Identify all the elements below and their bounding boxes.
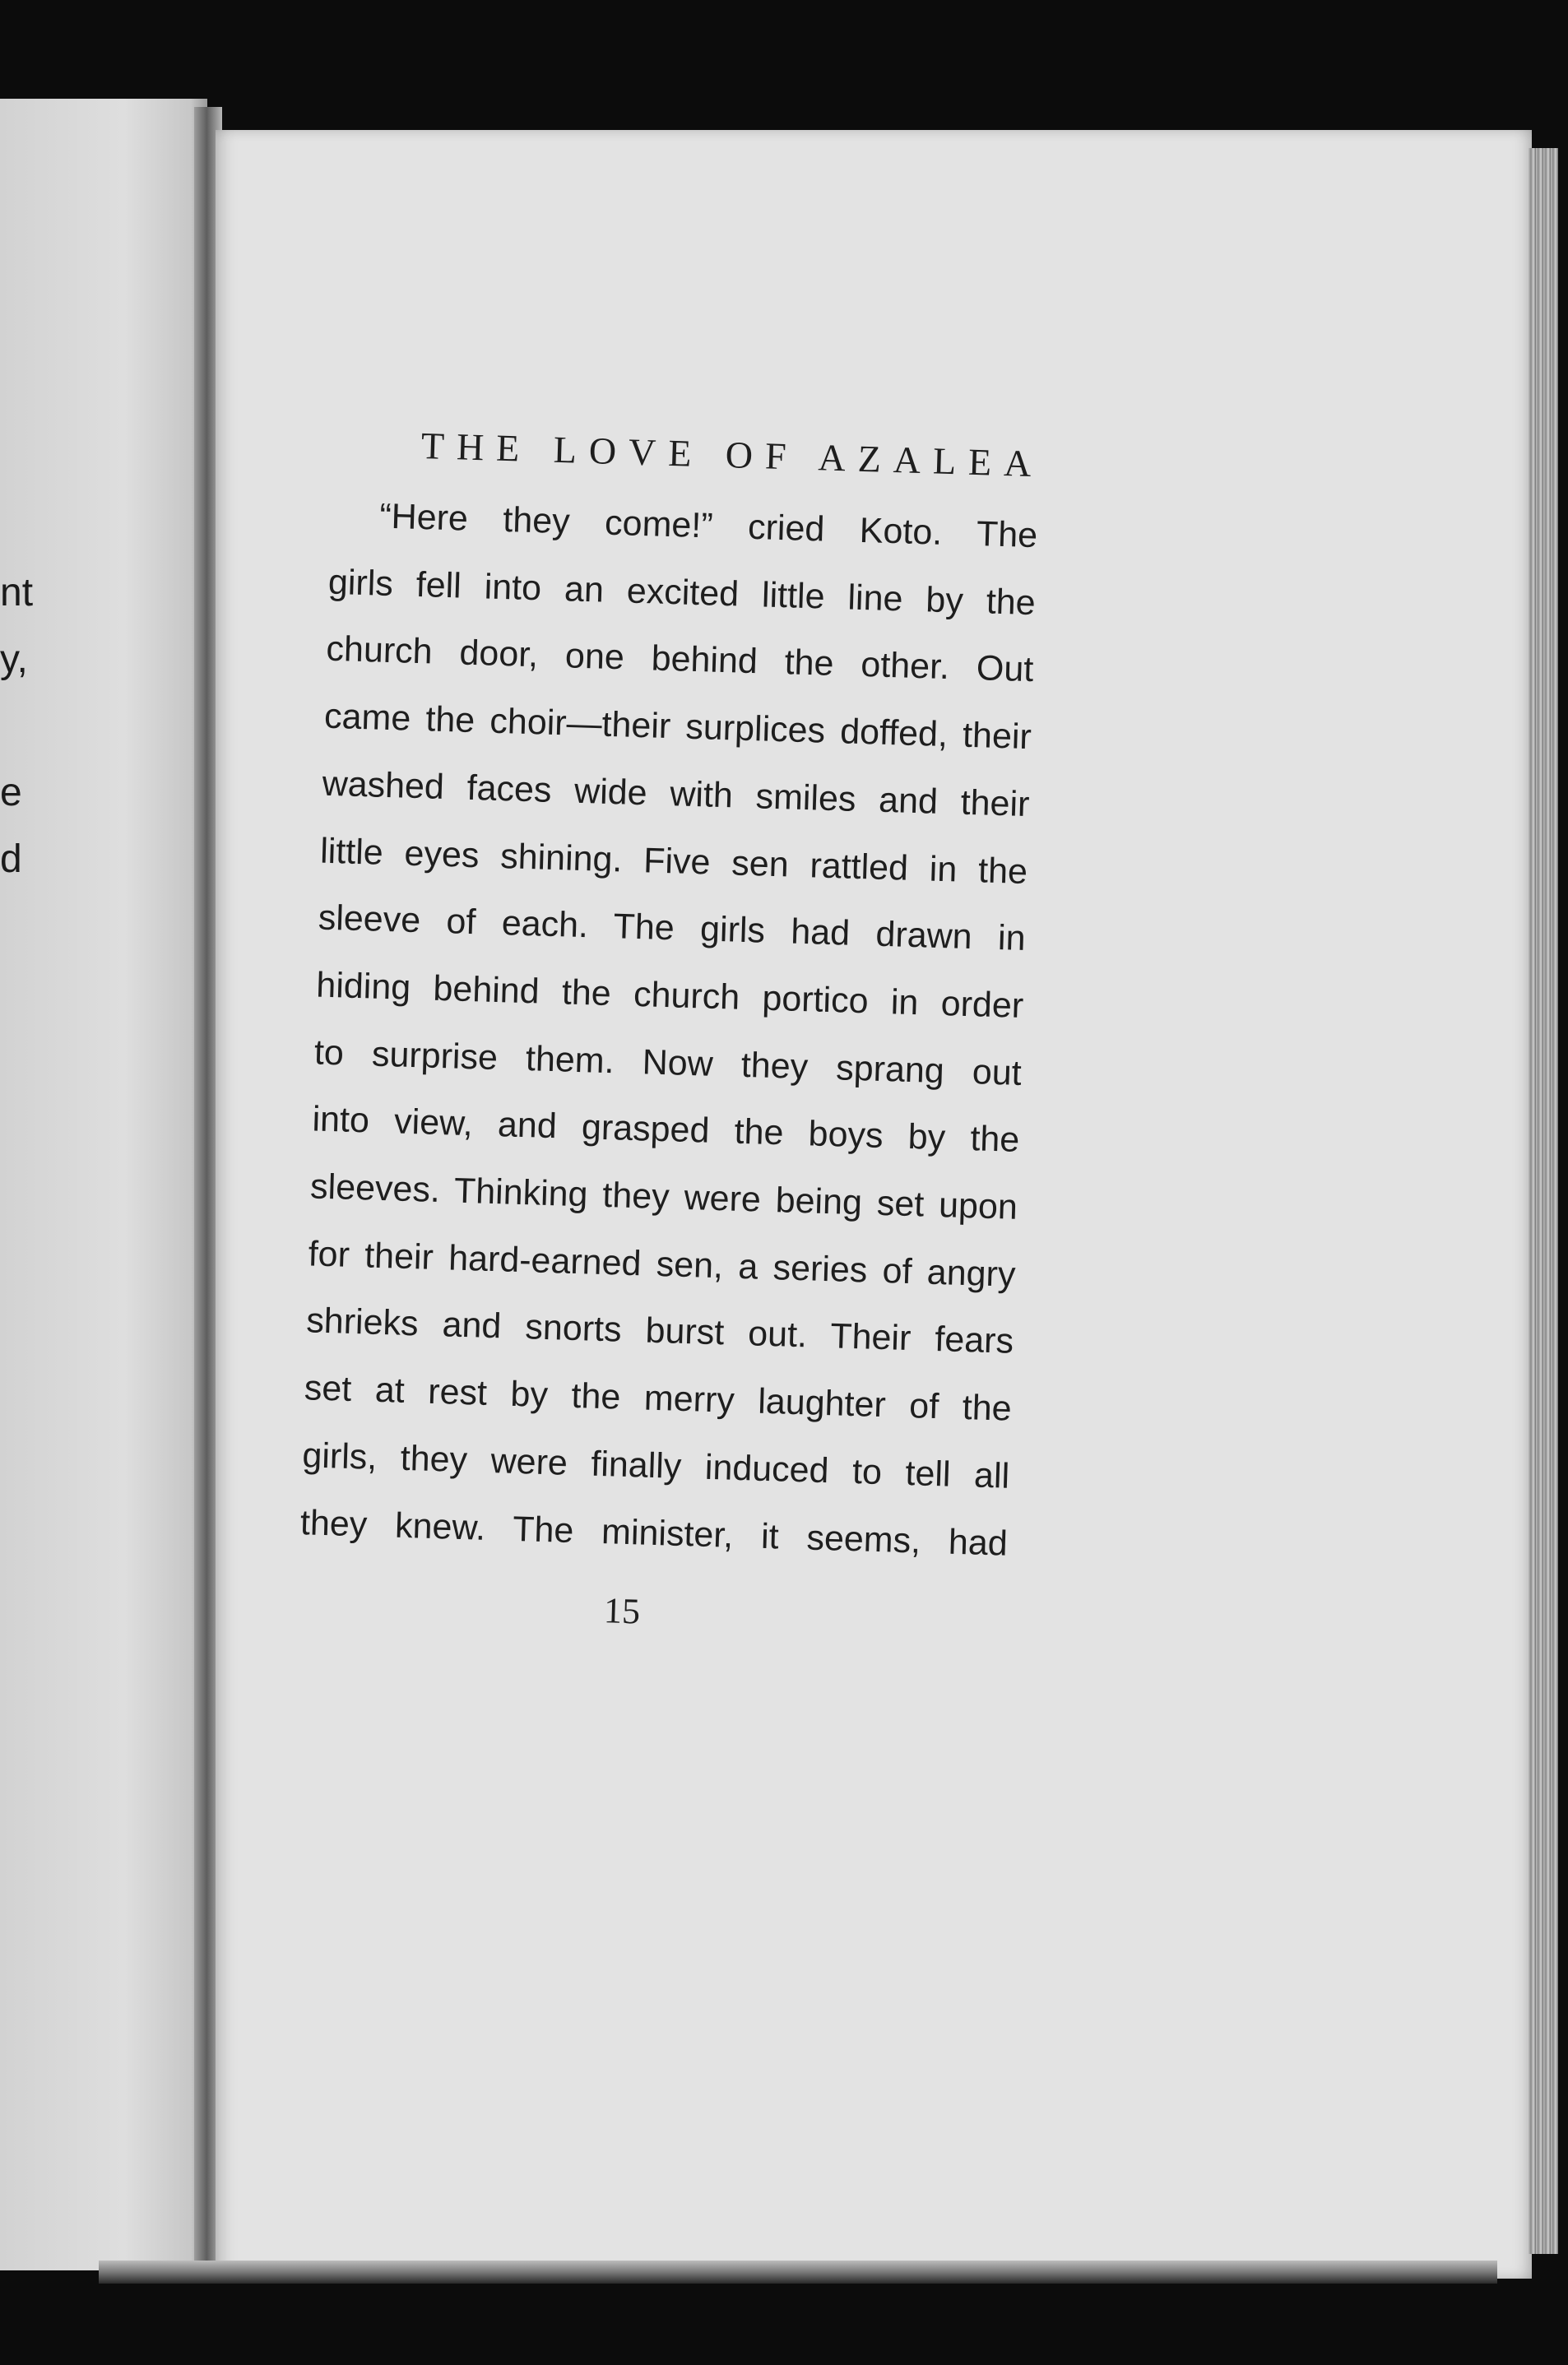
text-line: into view, and grasped the boys by the: [311, 1099, 1020, 1161]
text-line: hiding behind the church portico in order: [315, 965, 1024, 1026]
left-page: [0, 99, 207, 2270]
left-page-text-fragments: [0, 559, 33, 1026]
text-line: set at rest by the merry laughter of the: [304, 1368, 1013, 1429]
left-fragment: [0, 693, 33, 759]
text-line: washed faces wide with smiles and their: [322, 763, 1031, 824]
left-fragment: d: [0, 837, 22, 881]
text-line: “Here they come!” cried Koto. The: [378, 496, 1038, 556]
text-line: shrieks and snorts burst out. Their fears: [305, 1301, 1014, 1362]
left-fragment: e: [0, 771, 22, 814]
page-edges: [1529, 148, 1558, 2254]
left-fragment: [0, 893, 33, 959]
text-line: they knew. The minister, it seems, had: [299, 1502, 1009, 1564]
left-fragment: [0, 959, 33, 1026]
text-line: to surprise them. Now they sprang out: [313, 1032, 1023, 1093]
body-text: [299, 482, 1038, 1578]
text-line: girls, they were finally induced to tell all: [301, 1435, 1010, 1496]
text-line: came the choir—their surplices doffed, their: [323, 696, 1032, 758]
left-fragment: nt: [0, 571, 34, 614]
book-bottom-edge: [99, 2261, 1497, 2284]
text-line: church door, one behind the other. Out: [325, 629, 1034, 690]
left-fragment: y,: [0, 638, 28, 681]
running-head: THE LOVE OF AZALEA: [420, 424, 1045, 485]
page-number: 15: [603, 1590, 641, 1632]
text-line: little eyes shining. Five sen rattled in the: [319, 831, 1028, 892]
text-line: sleeves. Thinking they were being set upon: [309, 1166, 1018, 1227]
text-line: sleeve of each. The girls had drawn in: [318, 897, 1027, 959]
page-content: [299, 0, 1053, 1632]
text-line: for their hard-earned sen, a series of angry: [308, 1234, 1017, 1295]
text-line: girls fell into an excited little line by the: [327, 562, 1037, 623]
